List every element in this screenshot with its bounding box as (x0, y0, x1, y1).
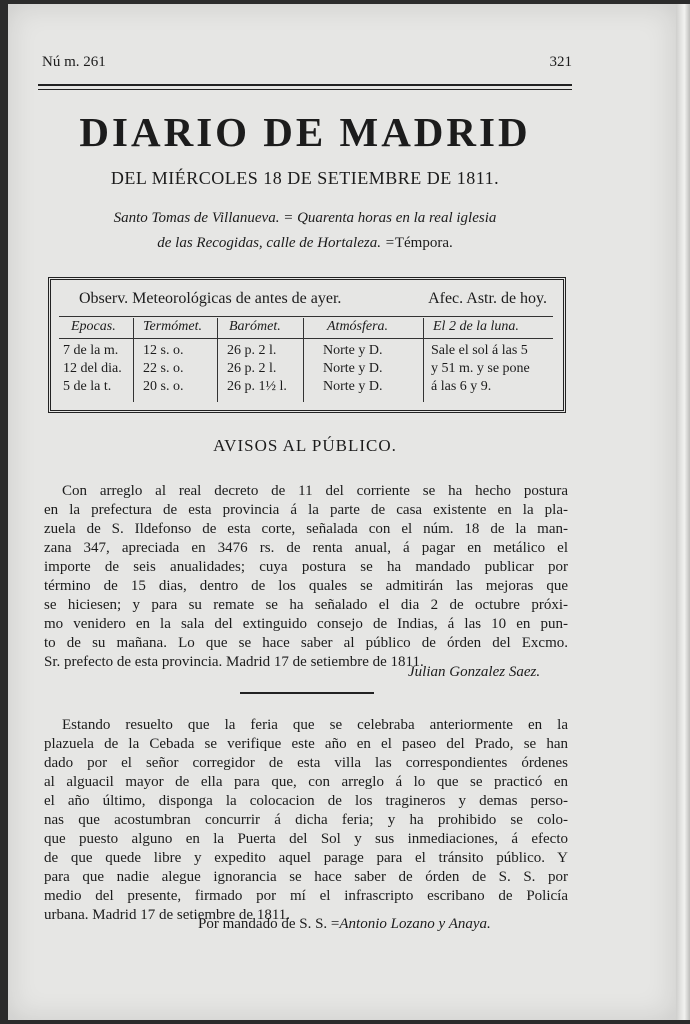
text-line: al alguacil mayor de ella para que, con arreglo á lo que se practicó en (44, 774, 568, 790)
row-3-epoca: 5 de la t. (63, 379, 112, 394)
text-line: para que nadie alegue ignorancia se hace saber de órden de S. S. por (44, 869, 568, 885)
row-1-termometro: 12 s. o. (143, 343, 184, 358)
text-line: en la prefectura de esta provincia á la parte de casa existente en la pla- (44, 502, 568, 518)
text-line: zuela de S. Ildefonso de esta corte, señalada con el núm. 18 de la man- (44, 521, 568, 537)
luna-line-2: y 51 m. y se pone (431, 361, 530, 376)
aviso-1-signature: Julian Gonzalez Saez. (408, 664, 541, 680)
text-line: término de 15 dias, dentro de los quales se admitirán las mejoras que (44, 578, 568, 594)
row-2-epoca: 12 del dia. (63, 361, 122, 376)
row-3-atmosfera: Norte y D. (323, 379, 383, 394)
saints-line-2: de las Recogidas, calle de Hortaleza. =Témpora. (157, 235, 453, 251)
text-line: plazuela de la Cebada se verifique este año en el paseo del Prado, se han (44, 736, 568, 752)
saints-of-day (48, 206, 562, 256)
section-separator (240, 692, 374, 694)
table-divider (423, 318, 424, 402)
row-1-barometro: 26 p. 2 l. (227, 343, 277, 358)
text-line: de que quede libre y expedito aquel parage para el tránsito público. Y (44, 850, 568, 866)
header-rule-top (38, 84, 572, 86)
header-luna: El 2 de la luna. (433, 319, 519, 334)
table-rule (59, 316, 553, 317)
page-number: 321 (549, 54, 572, 70)
saints-line-1: Santo Tomas de Villanueva. = Quarenta horas en la real iglesia (113, 210, 497, 226)
header-rule-thin (38, 89, 572, 90)
row-1-atmosfera: Norte y D. (323, 343, 383, 358)
header-termometro: Termómet. (143, 319, 202, 334)
text-line: que puesto alguno en la Puerta del Sol y sus inmediaciones, á efecto (44, 831, 568, 847)
text-line: dado por el señor corregidor de esta villa las correspondientes órdenes (44, 755, 568, 771)
table-divider (133, 318, 134, 402)
text-line: se hiciesen; y para su remate se ha señalado el dia 2 de octubre próxi- (44, 597, 568, 613)
luna-line-1: Sale el sol á las 5 (431, 343, 528, 358)
text-line: nas que acostumbran concurrir á dicha feria; y ha prohibido se colo- (44, 812, 568, 828)
aviso-1-body (44, 482, 568, 672)
text-line: mo venidero en la sala del extinguido consejo de Indias, á las 10 en pun- (44, 616, 568, 632)
table-divider (217, 318, 218, 402)
row-2-atmosfera: Norte y D. (323, 361, 383, 376)
text-line: importe de seis anualidades; cuya postura se ha mandado publicar por (44, 559, 568, 575)
row-1-epoca: 7 de la m. (63, 343, 119, 358)
row-2-barometro: 26 p. 2 l. (227, 361, 277, 376)
text-line: medio del presente, firmado por mí el infrascripto escribano de Policía (44, 888, 568, 904)
text-line: zana 347, apreciada en 3476 rs. de renta anual, á pagar en metálico el (44, 540, 568, 556)
table-divider (303, 318, 304, 402)
header-atmosfera: Atmósfera. (327, 319, 389, 334)
page-edge (676, 4, 690, 1020)
section-title: AVISOS AL PÚBLICO. (213, 436, 397, 455)
luna-line-3: á las 6 y 9. (431, 379, 492, 394)
weather-title-left: Observ. Meteorológicas de antes de ayer. (79, 290, 342, 307)
row-3-barometro: 26 p. 1½ l. (227, 379, 287, 394)
newspaper-page (8, 4, 676, 1020)
text-line: urbana. Madrid 17 de setiembre de 1811. (44, 907, 291, 923)
footer-prefix: Por mandado de S. S. = (198, 916, 340, 932)
text-line: el año último, disponga la colocacion de los tragineros y demas perso- (44, 793, 568, 809)
issue-date: DEL MIÉRCOLES 18 DE SETIEMBRE DE 1811. (110, 168, 500, 188)
weather-table (48, 277, 566, 413)
tempora-label: Témpora. (394, 235, 453, 251)
header-barometro: Barómet. (229, 319, 281, 334)
aviso-2-footer (198, 916, 491, 933)
aviso-2-body (44, 716, 568, 925)
issue-number: Nú m. 261 (42, 54, 106, 70)
footer-signatory: Antonio Lozano y Anaya. (339, 916, 491, 932)
row-2-termometro: 22 s. o. (143, 361, 184, 376)
masthead-title: DIARIO DE MADRID (79, 109, 531, 155)
text-line: Con arreglo al real decreto de 11 del corriente se ha hecho postura (62, 483, 568, 499)
row-3-termometro: 20 s. o. (143, 379, 184, 394)
header-epocas: Epocas. (71, 319, 116, 334)
text-line: Estando resuelto que la feria que se celebraba anteriormente en la (62, 717, 568, 733)
text-line: Sr. prefecto de esta provincia. Madrid 17 de setiembre de 1811. (44, 654, 424, 670)
text-line: to de su mañana. Lo que se hace saber al público de órden del Excmo. (44, 635, 568, 651)
weather-title-right: Afec. Astr. de hoy. (428, 290, 547, 307)
